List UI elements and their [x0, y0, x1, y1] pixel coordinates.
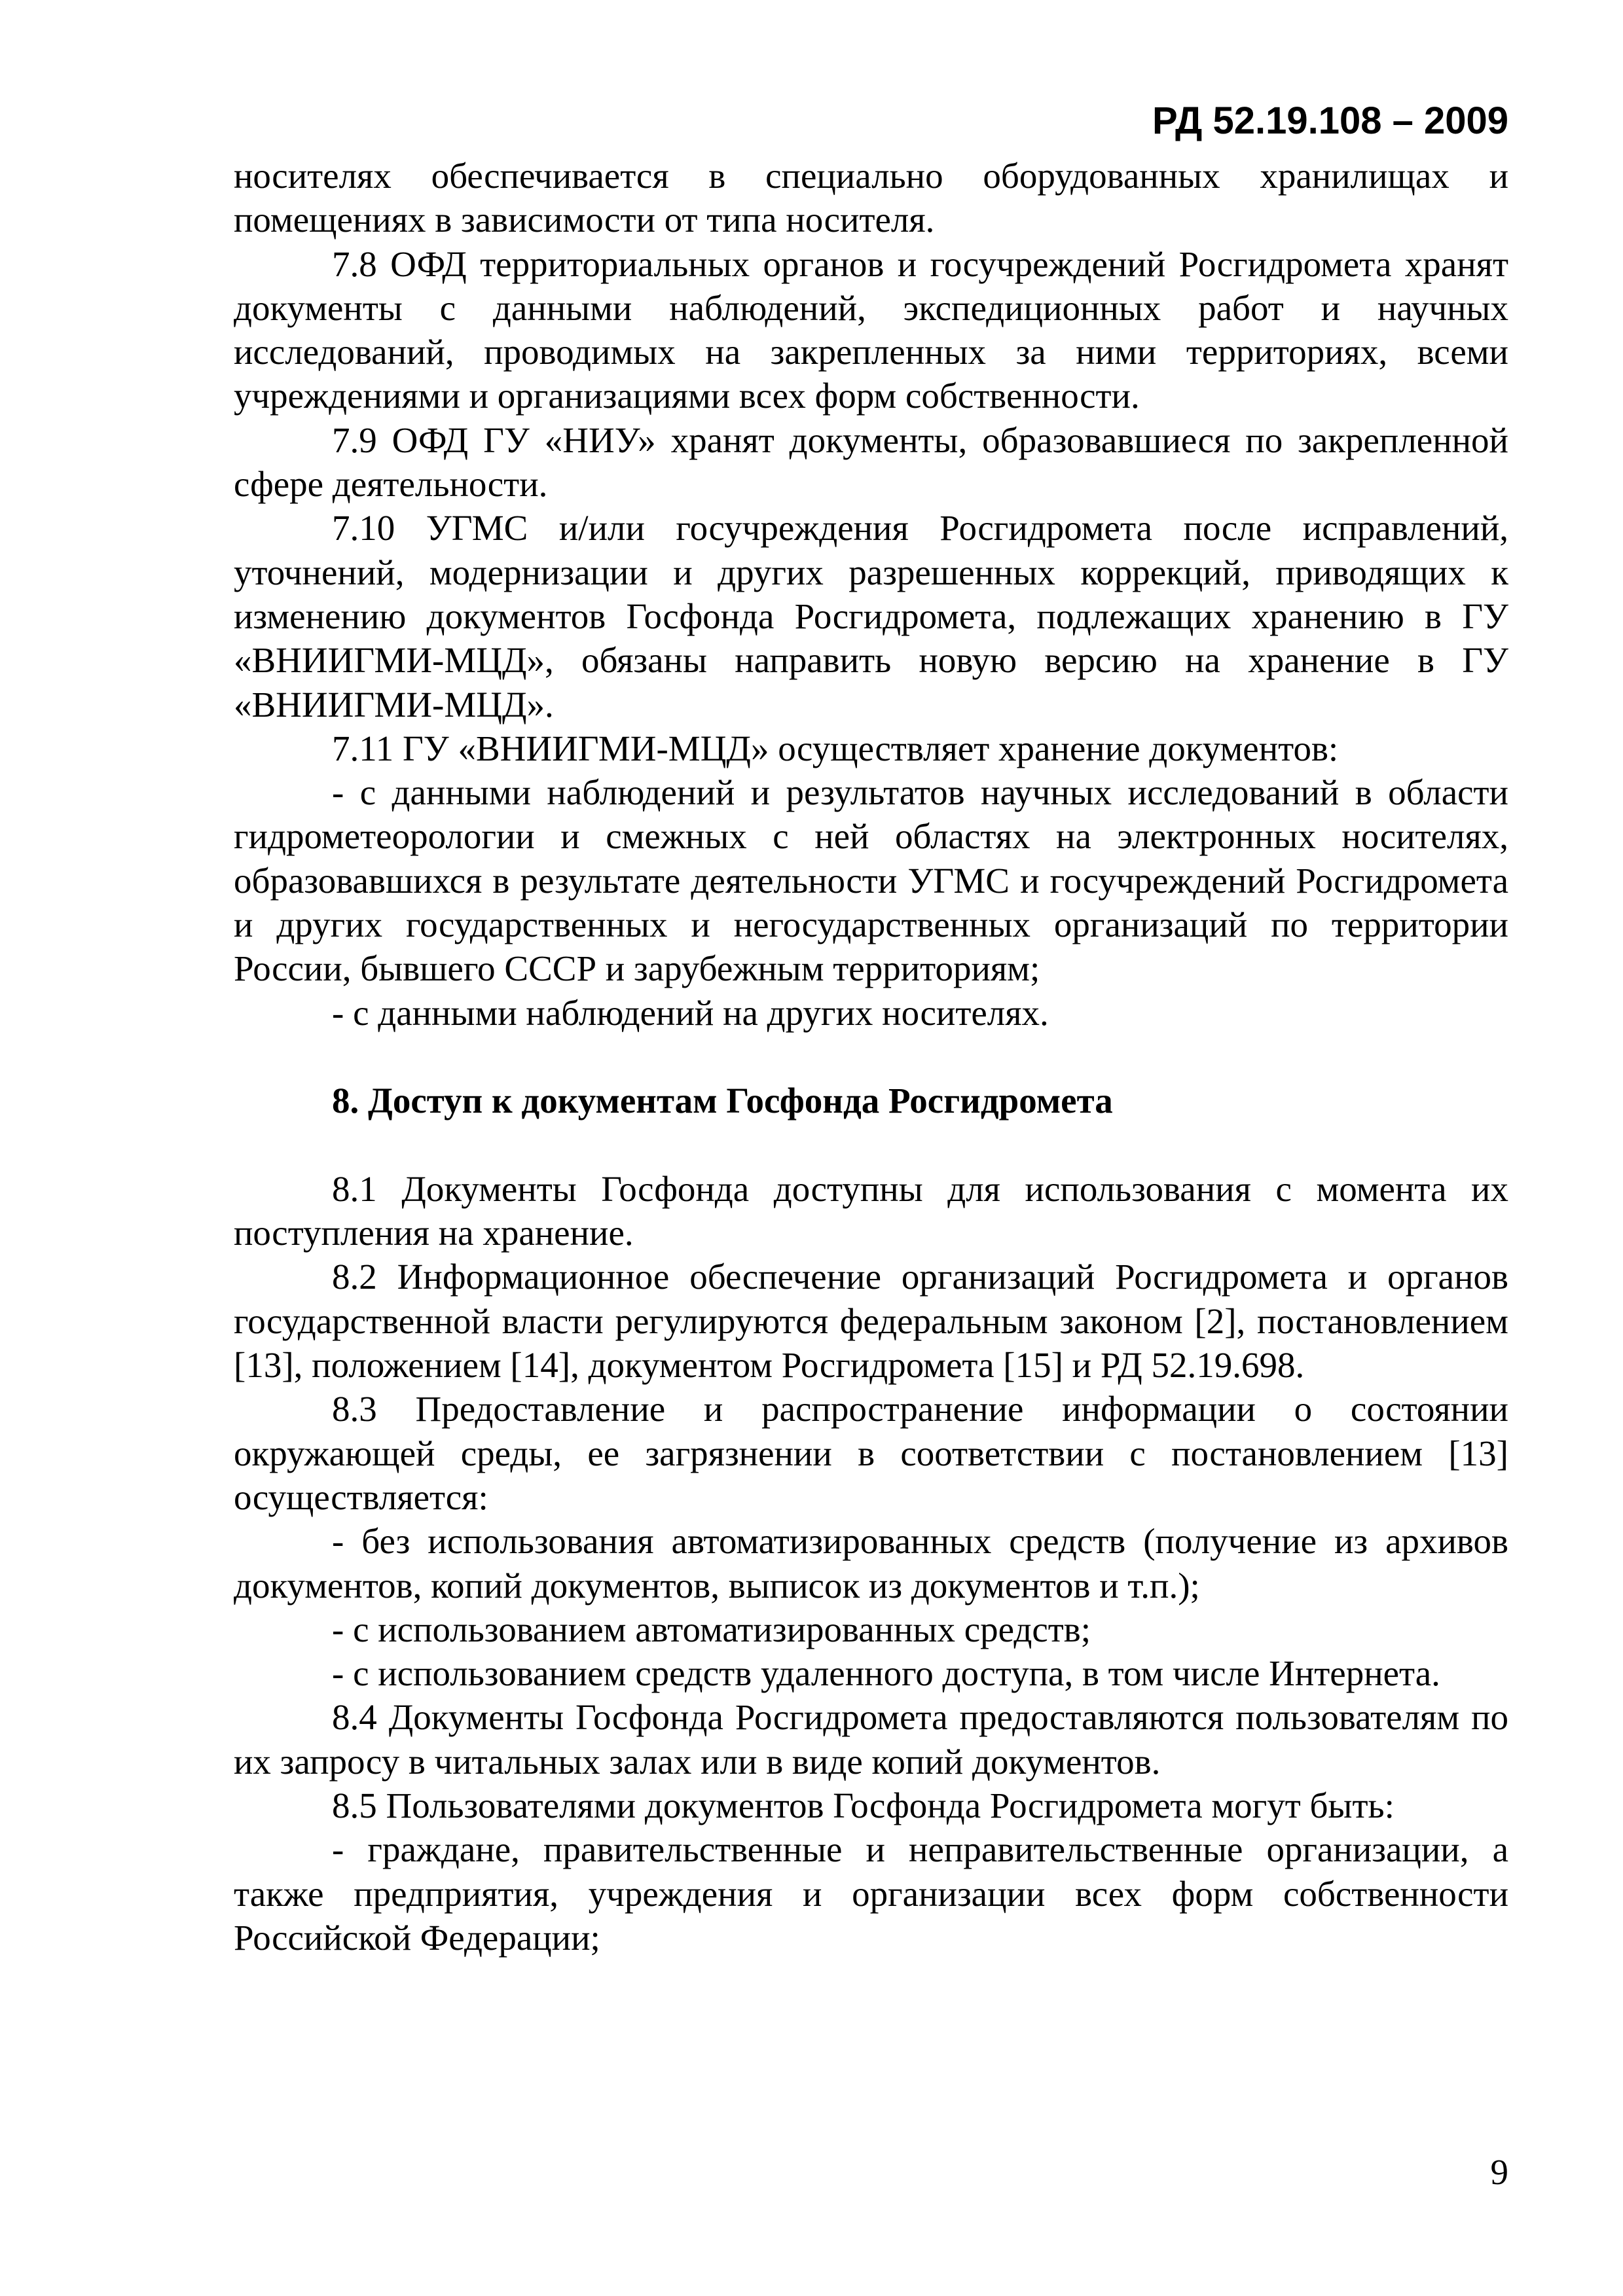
- paragraph-continuation: носителях обеспечивается в специально оборудованных хранилищах и помещениях в зависимости от типа носителя.: [234, 156, 1508, 240]
- paragraph-7-10: 7.10 УГМС и/или госучреждения Росгидромета после исправлений, уточнений, модернизации и других разрешенных коррекций, приводящих к изменению документов Госфонда Росгидромета, подлежащих хранению в ГУ «ВНИИГМИ-МЦД», обязаны направить новую версию на хранение в ГУ «ВНИИГМИ-МЦД».: [234, 508, 1508, 725]
- section-8-heading: 8. Доступ к документам Госфонда Росгидромета: [332, 1081, 1113, 1121]
- page-number: 9: [1490, 2152, 1508, 2192]
- paragraph-7-8: 7.8 ОФД территориальных органов и госучреждений Росгидромета хранят документы с данными наблюдений, экспедиционных работ и научных исследований, проводимых на закрепленных за ними территориях, всеми учреждениями и организациями всех форм собственности.: [234, 243, 1508, 416]
- paragraph-8-2: 8.2 Информационное обеспечение организаций Росгидромета и органов государственной власти регулируются федеральным законом [2], постановлением [13], положением [14], документом Росгидромета [15] и РД 52.19.698.: [234, 1257, 1508, 1386]
- paragraph-8-4: 8.4 Документы Госфонда Росгидромета предоставляются пользователям по их запросу в читальных залах или в виде копий документов.: [234, 1697, 1508, 1782]
- section-spacer: [234, 1123, 1508, 1167]
- list-item-8-3-c: - с использованием средств удаленного доступа, в том числе Интернета.: [332, 1653, 1440, 1694]
- paragraph-8-5: 8.5 Пользователями документов Госфонда Росгидромета могут быть:: [332, 1785, 1395, 1825]
- document-code-header: РД 52.19.108 – 2009: [1152, 99, 1508, 142]
- list-item-7-11-b: - с данными наблюдений на других носителях.: [332, 992, 1049, 1033]
- paragraph-7-9: 7.9 ОФД ГУ «НИУ» хранят документы, образовавшиеся по закрепленной сфере деятельности.: [234, 420, 1508, 505]
- paragraph-8-1: 8.1 Документы Госфонда доступны для использования с момента их поступления на хранение.: [234, 1168, 1508, 1253]
- paragraph-7-11: 7.11 ГУ «ВНИИГМИ-МЦД» осуществляет хранение документов:: [332, 728, 1339, 768]
- list-item-8-3-a: - без использования автоматизированных средств (получение из архивов документов, копий документов, выписок из документов и т.п.);: [234, 1521, 1508, 1605]
- section-spacer: [234, 1035, 1508, 1079]
- document-body: [234, 154, 1508, 1960]
- list-item-8-5-a: - граждане, правительственные и неправительственные организации, а также предприятия, учреждения и организации всех форм собственности Российской Федерации;: [234, 1829, 1508, 1958]
- list-item-8-3-b: - с использованием автоматизированных средств;: [332, 1609, 1091, 1649]
- list-item-7-11-a: - с данными наблюдений и результатов научных исследований в области гидрометеорологии и смежных с ней областях на электронных носителях, образовавшихся в результате деятельности УГМС и госучреждений Росгидромета и других государственных и негосударственных организаций по территории России, бывшего СССР и зарубежным территориям;: [234, 772, 1508, 989]
- paragraph-8-3: 8.3 Предоставление и распространение информации о состоянии окружающей среды, ее загрязнении в соответствии с постановлением [13] осуществляется:: [234, 1389, 1508, 1517]
